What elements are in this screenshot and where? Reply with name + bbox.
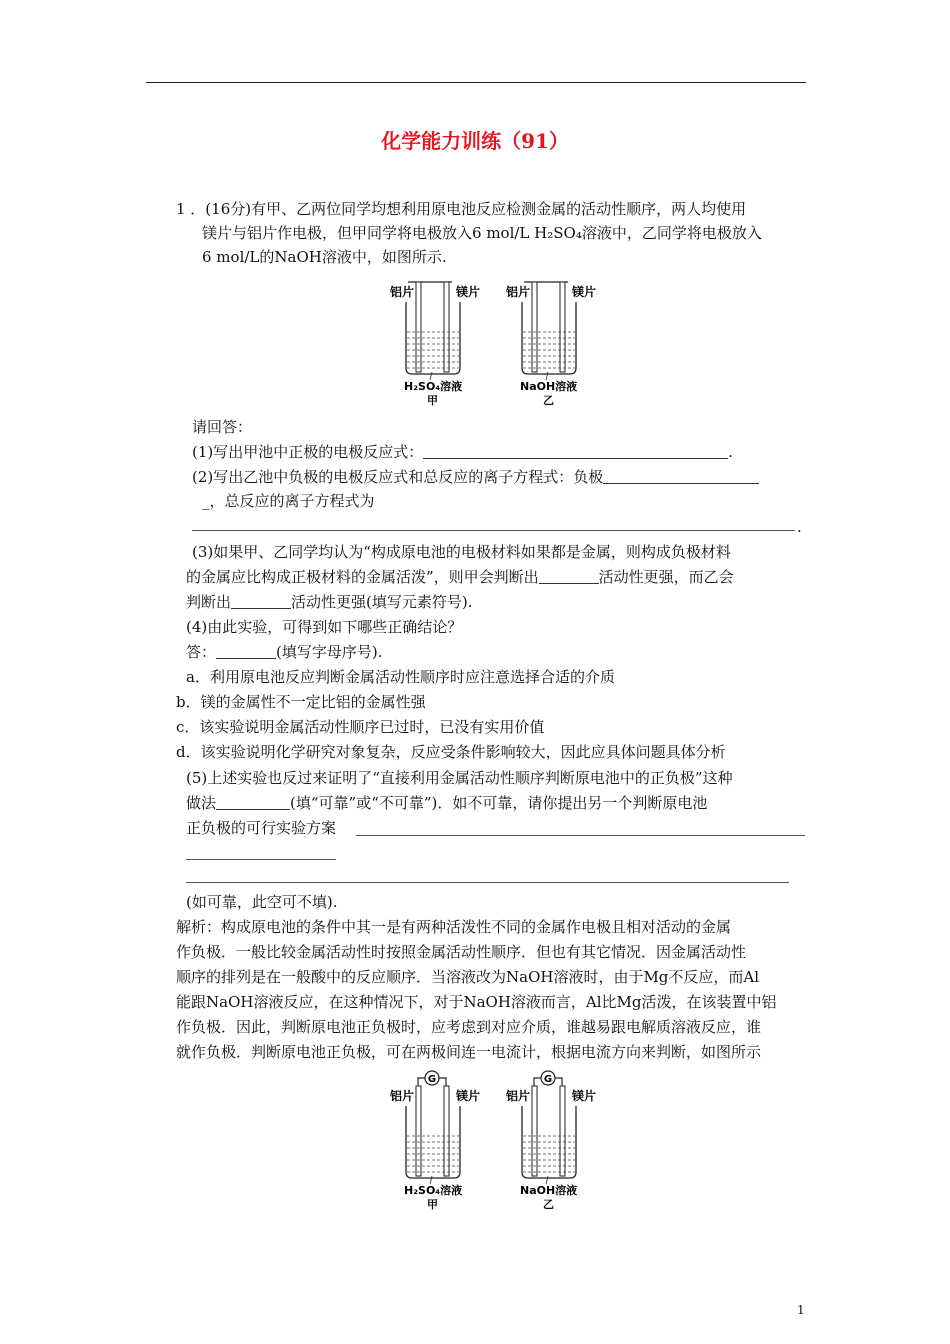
cell-figure-2: [380, 1068, 610, 1213]
q1-line-2: 镁片与铝片作电极，但甲同学将电极放入6 mol/L H₂SO₄溶液中，乙同学将电极放入: [202, 224, 762, 242]
beaker-label-d: 乙: [543, 1198, 554, 1211]
page-number: 1: [797, 1303, 805, 1317]
solution-label-d: NaOH溶液: [520, 1184, 578, 1197]
analysis-line-4: 能跟NaOH溶液反应，在这种情况下，对于NaOH溶液而言，Al比Mg活泼，在该装置中铝: [176, 993, 777, 1011]
analysis-line-1: 解析：构成原电池的条件中其一是有两种活泼性不同的金属作电极且相对活动的金属: [176, 918, 732, 936]
q1-line-3: 6 mol/L的NaOH溶液中，如图所示.: [202, 248, 447, 266]
part-1: [192, 440, 733, 464]
part-4-question: (4)由此实验，可得到如下哪些正确结论？: [186, 618, 463, 636]
beaker-label-b: 乙: [543, 394, 554, 407]
answer-blank-5d[interactable]: [186, 882, 789, 883]
answer-blank-2a[interactable]: [603, 467, 759, 484]
galvanometer-label-b: G: [543, 1074, 553, 1085]
electrode-al-label-c: 铝片: [390, 1089, 415, 1103]
part-4-answer-hint: (填写字母序号).: [276, 643, 383, 661]
analysis-line-2: 作负极．一般比较金属活动性时按照金属活动性顺序．但也有其它情况．因金属活动性: [176, 943, 747, 961]
beaker-jia-g: [390, 1071, 480, 1211]
page-title: 化学能力训练（91）: [381, 129, 569, 153]
answer-blank-5c[interactable]: [186, 859, 336, 860]
beaker-yi: [506, 282, 596, 407]
part-2-end: .: [797, 518, 802, 536]
beaker-yi-g: [506, 1071, 596, 1211]
cell-figure-1: [380, 272, 610, 407]
part-3-text-c: 判断出: [186, 593, 232, 611]
analysis-line-5: 作负极．因此，判断原电池正负极时，应考虑到对应介质，谁越易跟电解质溶液反应，谁: [176, 1018, 762, 1036]
solution-label-b: NaOH溶液: [520, 380, 578, 393]
electrode-al-label-b: 铝片: [506, 285, 531, 299]
answer-blank-5a[interactable]: [216, 793, 290, 810]
part-5-text-b: (填“可靠”或“不可靠”)．如不可靠，请你提出另一个判断原电池: [290, 794, 708, 812]
part-3-text-a: 的金属应比构成正极材料的金属活泼”，则甲会判断出: [186, 568, 539, 586]
part-1-end: .: [728, 443, 734, 461]
option-a: a．利用原电池反应判断金属活动性顺序时应注意选择合适的介质: [186, 668, 615, 686]
part-3-text-d: 活动性更强(填写元素符号).: [291, 593, 473, 611]
header-rule: [146, 82, 806, 83]
option-c: c．该实验说明金属活动性顺序已过时，已没有实用价值: [176, 718, 545, 736]
answer-blank-1[interactable]: [423, 442, 728, 459]
option-b: b．镁的金属性不一定比铝的金属性强: [176, 693, 426, 711]
electrode-al-label-d: 铝片: [506, 1089, 531, 1103]
answer-blank-3a[interactable]: [539, 567, 599, 584]
part-2: [192, 465, 759, 489]
part-2b: _，总反应的离子方程式为: [202, 492, 375, 510]
part-3-line-3: [186, 590, 473, 614]
part-5-line-3: 正负极的可行实验方案: [186, 819, 337, 837]
part-3-line-1: (3)如果甲、乙同学均认为“构成原电池的电极材料如果都是金属，则构成负极材料: [192, 543, 731, 561]
part-3-text-b: 活动性更强，而乙会: [598, 568, 734, 586]
part-5-line-2: [186, 791, 707, 815]
beaker-label-c: 甲: [427, 1198, 438, 1211]
part-2-text: (2)写出乙池中负极的电极反应式和总反应的离子方程式：负极: [192, 468, 604, 486]
option-d: d．该实验说明化学研究对象复杂，反应受条件影响较大，因此应具体问题具体分析: [176, 743, 726, 761]
part-3-line-2: [186, 565, 734, 589]
q1-line-1: 1 ．(16分)有甲、乙两位同学均想利用原电池反应检测金属的活动性顺序，两人均使用: [176, 200, 747, 218]
answer-blank-5b[interactable]: [356, 835, 805, 836]
beaker-jia: [390, 282, 480, 407]
solution-label-a: H₂SO₄溶液: [404, 380, 463, 393]
part-4-answer: [186, 640, 383, 664]
part-5-line-1: (5)上述实验也反过来证明了“直接利用金属活动性顺序判断原电池中的正负极”这种: [186, 769, 733, 787]
galvanometer-label-a: G: [427, 1074, 437, 1085]
prompt: 请回答：: [192, 418, 253, 436]
electrode-mg-label-b: 镁片: [572, 285, 597, 299]
part-1-text: (1)写出甲池中正极的电极反应式：: [192, 443, 424, 461]
beaker-label-a: 甲: [427, 394, 438, 407]
solution-label-c: H₂SO₄溶液: [404, 1184, 463, 1197]
part-5-text-a: 做法: [186, 794, 217, 812]
analysis-line-6: 就作负极．判断原电池正负极，可在两极间连一电流计，根据电流方向来判断，如图所示: [176, 1043, 762, 1061]
answer-blank-4[interactable]: [216, 642, 276, 659]
part-5-note: (如可靠，此空可不填).: [186, 893, 338, 911]
analysis-line-3: 顺序的排列是在一般酸中的反应顺序．当溶液改为NaOH溶液时，由于Mg不反应，而Al: [176, 968, 760, 986]
electrode-al-label-a: 铝片: [390, 285, 415, 299]
answer-blank-2b[interactable]: [192, 530, 795, 531]
electrode-mg-label-a: 镁片: [456, 285, 481, 299]
answer-blank-3b[interactable]: [231, 592, 291, 609]
electrode-mg-label-c: 镁片: [456, 1089, 481, 1103]
part-4-answer-label: 答：: [186, 643, 217, 661]
electrode-mg-label-d: 镁片: [572, 1089, 597, 1103]
